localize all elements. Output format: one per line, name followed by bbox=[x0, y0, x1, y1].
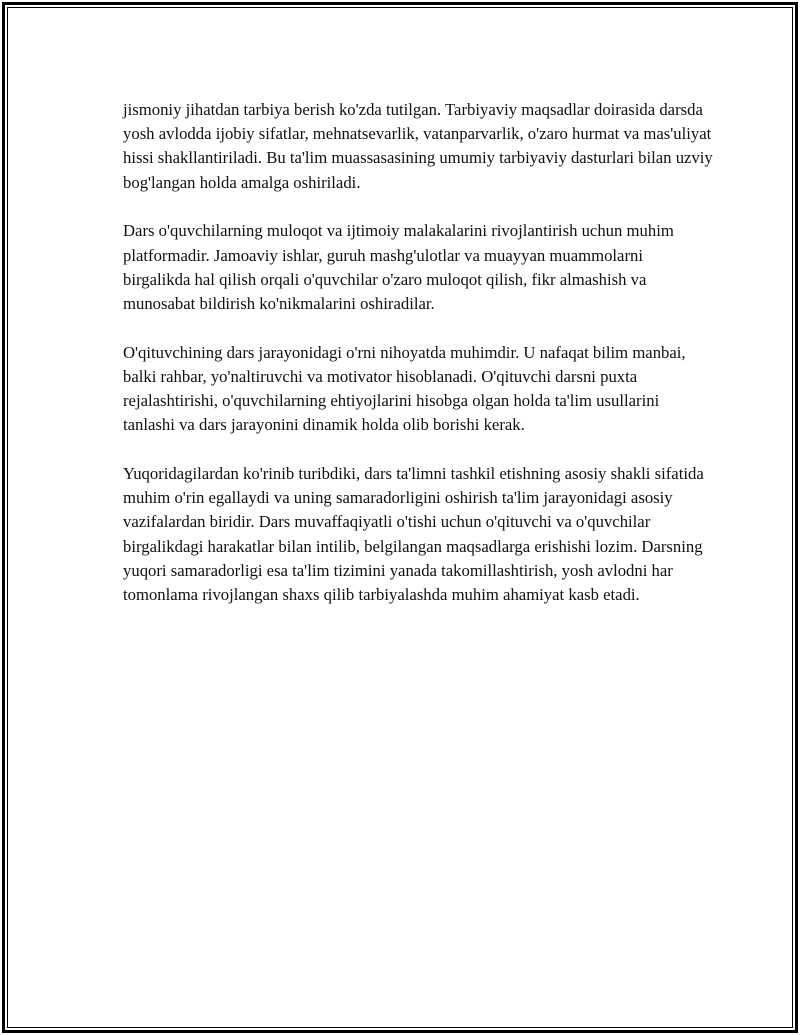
paragraph-4: Yuqoridagilardan ko'rinib turibdiki, dars ta'limni tashkil etishning asosiy shakli sifatida muhim o'rin egallaydi va uning samaradorligini oshirish ta'lim jarayonidagi asosiy vazifalardan biridir. Dars muvaffaqiyatli o'tishi uchun o'qituvchi va o'quvchilar birgalikdagi harakatlar bilan intilib, belgilangan maqsadlarga erishishi lozim. Darsning yuqori samaradorligi esa ta'lim tizimini yanada takomillashtirish, yosh avlodni har tomonlama rivojlangan shaxs qilib tarbiyalashda muhim ahamiyat kasb etadi. bbox=[123, 463, 704, 604]
page-border bbox=[2, 2, 798, 1033]
paragraph-3: O'qituvchining dars jarayonidagi o'rni nihoyatda muhimdir. U nafaqat bilim manbai, balki rahbar, yo'naltiruvchi va motivator hisoblanadi. O'qituvchi darsni puxta rejalashtirishi, o'quvchilarning ehtiyojlarini hisobga olgan holda ta'lim usullarini tanlashi va dars jarayonini dinamik holda olib borishi kerak. bbox=[123, 342, 686, 435]
document-body bbox=[123, 98, 713, 632]
paragraph-2: Dars o'quvchilarning muloqot va ijtimoiy malakalarini rivojlantirish uchun muhim platformadir. Jamoaviy ishlar, guruh mashg'ulotlar va muayyan muammolarni birgalikda hal qilish orqali o'quvchilar o'zaro muloqot qilish, fikr almashish va munosabat bildirish ko'nikmalarini oshiradilar. bbox=[123, 221, 674, 313]
paragraph-1: jismoniy jihatdan tarbiya berish ko'zda tutilgan. Tarbiyaviy maqsadlar doirasida darsda yosh avlodda ijobiy sifatlar, mehnatsevarlik, vatanparvarlik, o'zaro hurmat va mas'uliyat hissi shakllantiriladi. Bu ta'lim muassasasining umumiy tarbiyaviy dasturlari bilan uzviy bog'langan holda amalga oshiriladi. bbox=[123, 100, 713, 192]
